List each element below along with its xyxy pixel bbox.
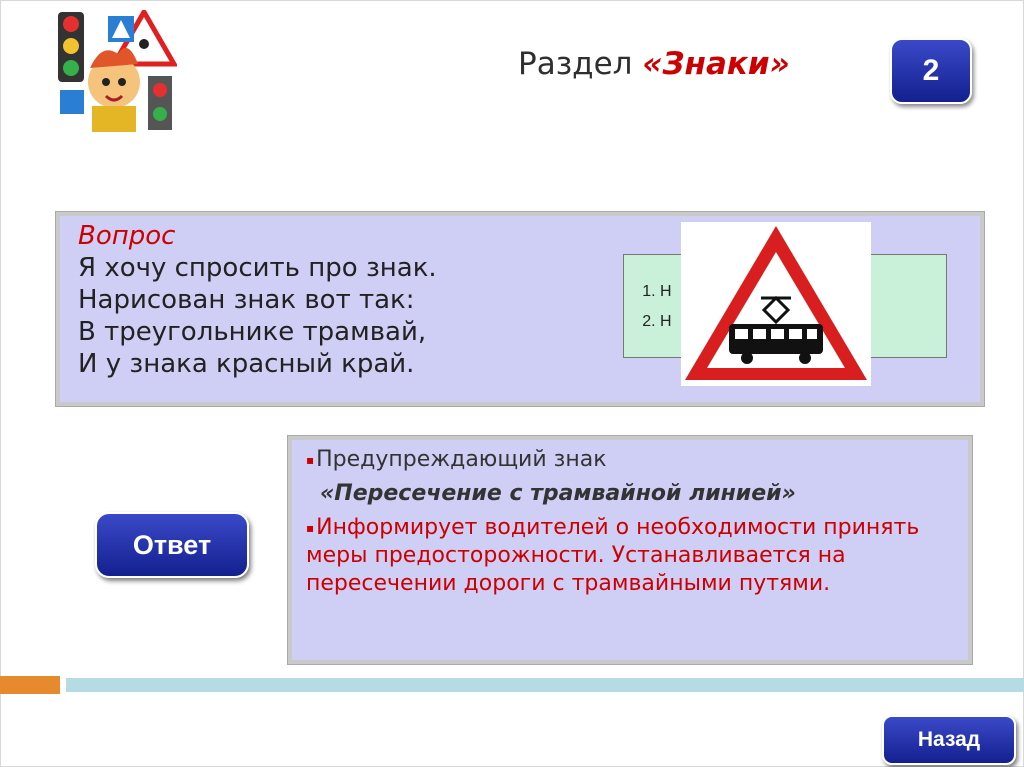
- section-title: [518, 46, 790, 82]
- back-button[interactable]: Назад: [882, 715, 1016, 765]
- tram-crossing-warning-sign-icon: [681, 222, 871, 386]
- question-line: В треугольнике трамвай,: [78, 317, 427, 347]
- question-text: [78, 220, 437, 380]
- answer-line-2: «Пересечение с трамвайной линией»: [320, 481, 796, 506]
- question-label: Вопрос: [78, 221, 176, 251]
- question-number-badge: 2: [890, 38, 972, 104]
- question-line: Я хочу спросить про знак.: [78, 253, 437, 283]
- traffic-kid-clipart-icon: [52, 10, 177, 135]
- section-prefix: Раздел: [518, 46, 633, 82]
- footer-bar-orange: [0, 676, 60, 694]
- question-line: Нарисован знак вот так:: [78, 285, 415, 315]
- answer-line-3: [306, 514, 956, 598]
- option-item: 1. Н: [660, 277, 946, 307]
- question-line: И у знака красный край.: [78, 349, 415, 379]
- answer-line-1: [306, 446, 956, 474]
- answer-line-3-text: Информирует водителей о необходимости принять меры предосторожности. Устанавливается на пересечении дороги с трамвайными путями.: [306, 515, 920, 596]
- answer-text: [306, 446, 956, 598]
- bullet-icon: ▪: [306, 453, 315, 467]
- bullet-icon: ▪: [306, 521, 315, 535]
- option-item: 2. Н: [660, 307, 946, 337]
- footer-bar-teal: [66, 678, 1024, 692]
- answer-line-1-text: Предупреждающий знак: [316, 447, 607, 472]
- section-name: «Знаки»: [642, 46, 790, 82]
- answer-button[interactable]: Ответ: [95, 512, 249, 578]
